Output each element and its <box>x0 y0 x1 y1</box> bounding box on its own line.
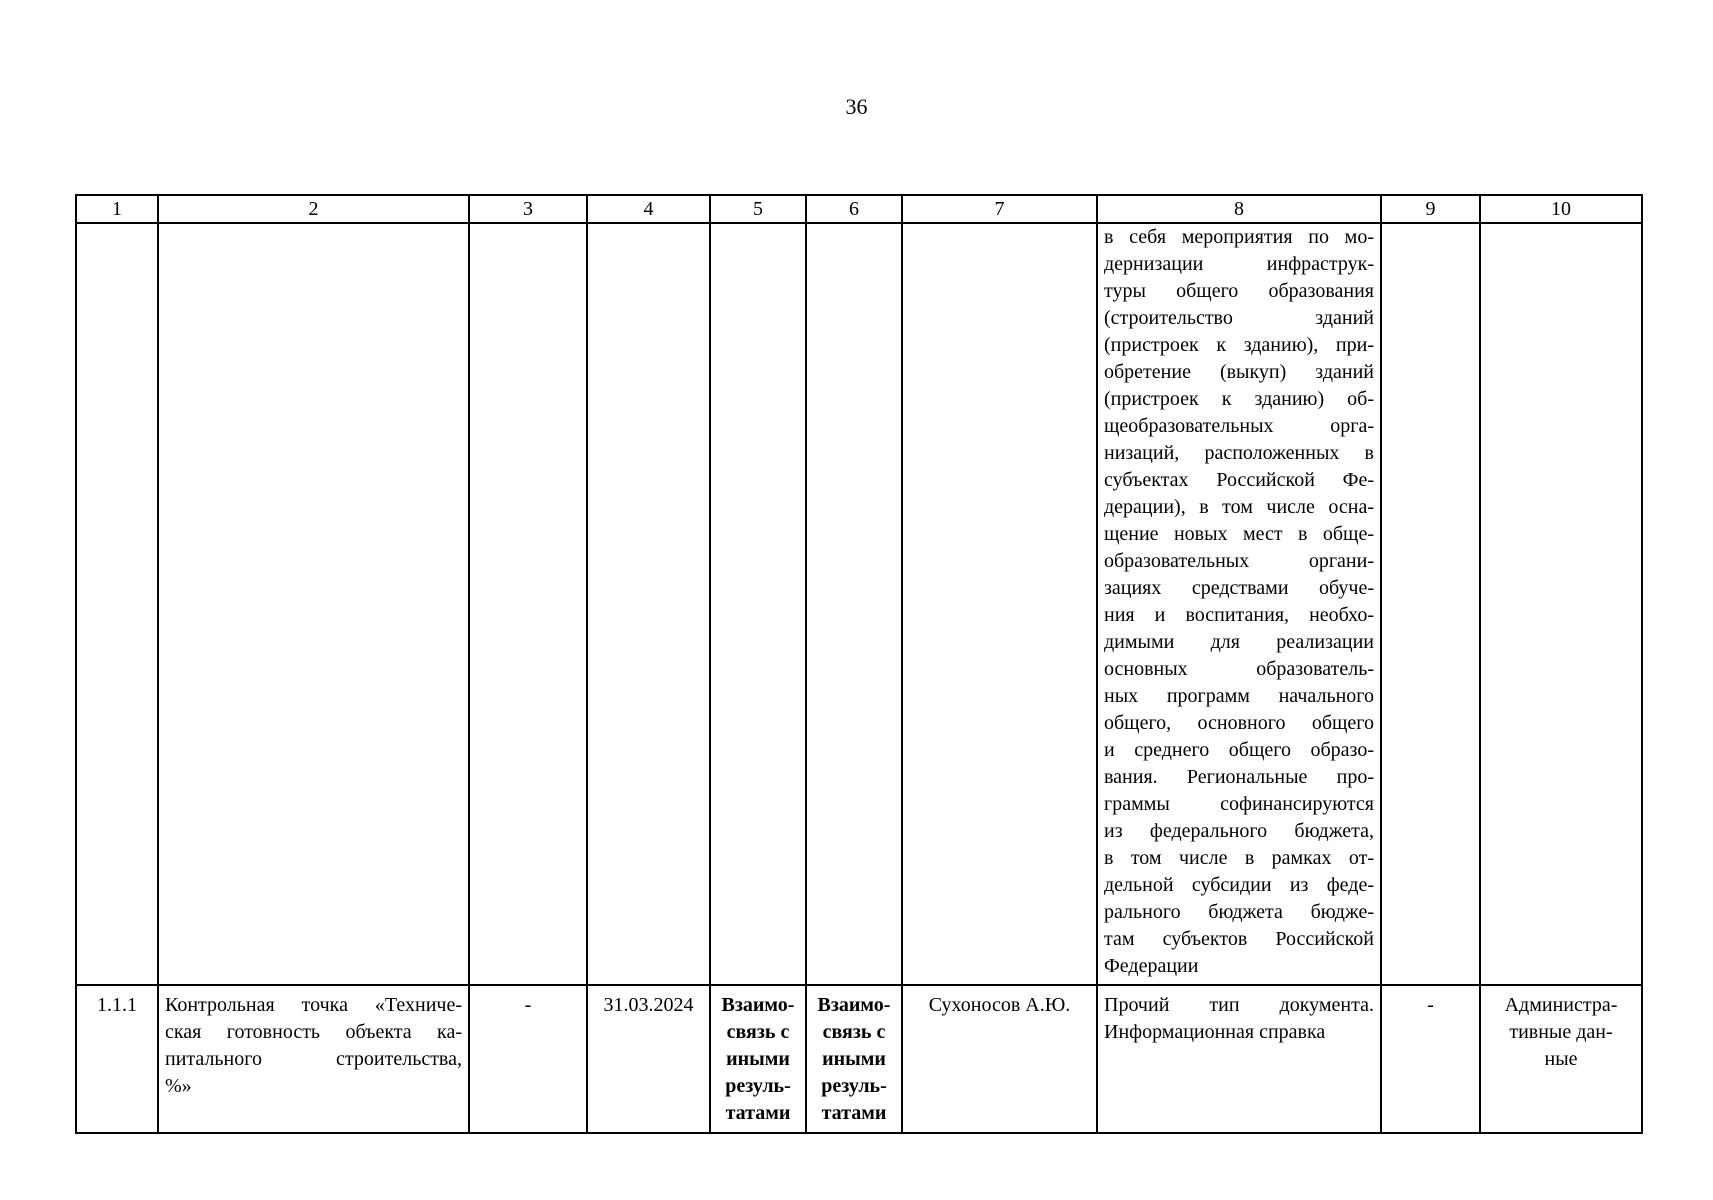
text-line: щеобразовательных орга- <box>1104 415 1374 437</box>
text-line: татами <box>821 1102 887 1124</box>
text-line: вания. Региональные про- <box>1104 766 1374 788</box>
text-line: в том числе в рамках от- <box>1104 847 1374 869</box>
text-line: Прочий тип документа. <box>1104 994 1374 1016</box>
table-header-row <box>76 195 1642 223</box>
text-line: Федерации <box>1104 955 1199 977</box>
text-line: обретение (выкуп) зданий <box>1104 361 1374 383</box>
header-cell: 9 <box>1381 195 1480 223</box>
document-type <box>1097 985 1381 1133</box>
header-cell: 1 <box>76 195 158 223</box>
text-line: ния и воспитания, необхо- <box>1104 604 1374 626</box>
date-value: 31.03.2024 <box>587 985 710 1133</box>
empty-cell <box>158 223 469 985</box>
row-number: 1.1.1 <box>76 985 158 1133</box>
header-cell: 7 <box>902 195 1097 223</box>
text-line: (пристроек к зданию), при- <box>1104 334 1374 356</box>
header-cell: 4 <box>587 195 710 223</box>
text-line: (строительство зданий <box>1104 307 1374 329</box>
text-line: ные <box>1544 1048 1578 1070</box>
text-line: образовательных органи- <box>1104 550 1374 572</box>
empty-cell <box>587 223 710 985</box>
text-line: резуль- <box>821 1075 887 1097</box>
header-cell: 10 <box>1480 195 1642 223</box>
text-line: щение новых мест в обще- <box>1104 523 1374 545</box>
empty-cell <box>902 223 1097 985</box>
text-line: дельной субсидии из феде- <box>1104 874 1374 896</box>
text-line: дерации), в том числе осна- <box>1104 496 1374 518</box>
empty-cell <box>806 223 902 985</box>
text-line: из федерального бюджета, <box>1104 820 1374 842</box>
text-line: Информационная справка <box>1104 1021 1326 1043</box>
text-line: ных программ начального <box>1104 685 1374 707</box>
text-line: зациях средствами обуче- <box>1104 577 1374 599</box>
data-source <box>1480 985 1642 1133</box>
empty-cell <box>469 223 587 985</box>
col6-value <box>806 985 902 1133</box>
col9-value: - <box>1381 985 1480 1133</box>
text-line: Контрольная точка «Техниче- <box>165 994 462 1016</box>
text-line: иными <box>726 1048 790 1070</box>
empty-cell <box>76 223 158 985</box>
text-line: (пристроек к зданию) об- <box>1104 388 1374 410</box>
empty-cell <box>710 223 806 985</box>
text-line: связь с <box>726 1021 790 1043</box>
text-line: субъектах Российской Фе- <box>1104 469 1374 491</box>
empty-cell <box>1381 223 1480 985</box>
header-cell: 2 <box>158 195 469 223</box>
text-line: дернизации инфраструк- <box>1104 253 1374 275</box>
text-line: %» <box>165 1075 192 1097</box>
text-line: Взаимо- <box>817 994 891 1016</box>
table-row <box>76 985 1642 1133</box>
text-line: связь с <box>822 1021 886 1043</box>
text-line: основных образователь- <box>1104 658 1374 680</box>
header-cell: 6 <box>806 195 902 223</box>
text-line: там субъектов Российской <box>1104 928 1374 950</box>
text-line: низаций, расположенных в <box>1104 442 1374 464</box>
control-point-name <box>158 985 469 1133</box>
text-line: Администра- <box>1504 994 1618 1016</box>
text-line: туры общего образования <box>1104 280 1374 302</box>
empty-cell <box>1480 223 1642 985</box>
header-cell: 5 <box>710 195 806 223</box>
page-number: 36 <box>845 94 868 119</box>
header-cell: 8 <box>1097 195 1381 223</box>
header-cell: 3 <box>469 195 587 223</box>
col3-value: - <box>469 985 587 1133</box>
text-line: рального бюджета бюдже- <box>1104 901 1374 923</box>
text-line: Взаимо- <box>721 994 795 1016</box>
text-line: димыми для реализации <box>1104 631 1374 653</box>
text-line: тивные дан- <box>1509 1021 1613 1043</box>
text-line: иными <box>822 1048 886 1070</box>
col5-value <box>710 985 806 1133</box>
text-line: и среднего общего образо- <box>1104 739 1374 761</box>
text-line: общего, основного общего <box>1104 712 1374 734</box>
text-line: в себя мероприятия по мо- <box>1104 226 1374 248</box>
responsible-person: Сухоносов А.Ю. <box>902 985 1097 1133</box>
text-line: граммы софинансируются <box>1104 793 1374 815</box>
text-line: резуль- <box>725 1075 791 1097</box>
text-line: питального строительства, <box>165 1048 462 1070</box>
continued-description-cell <box>1097 223 1381 985</box>
text-line: татами <box>725 1102 791 1124</box>
plan-table <box>75 194 1643 1134</box>
text-line: ская готовность объекта ка- <box>165 1021 462 1043</box>
continuation-row <box>76 223 1642 985</box>
